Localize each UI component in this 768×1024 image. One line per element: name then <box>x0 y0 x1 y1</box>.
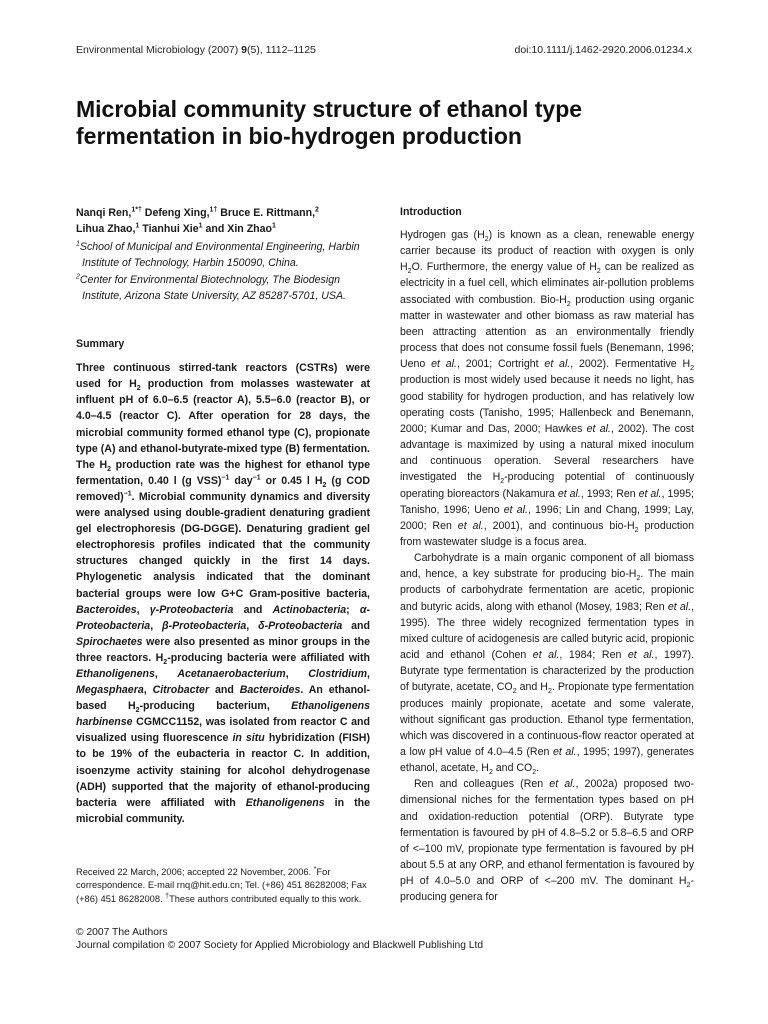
summary-text: . An ethanol-based H <box>76 684 370 713</box>
summary-italic: Megasphaera <box>76 684 144 697</box>
intro-text: production is most widely used because it needs no light, has good stability for hydrogen production, and has relatively low operating costs (Tanisho, 1995; Hallenbeck and Benemann, 2000; Kumar and Das, 2000; Hawkes <box>400 374 694 435</box>
footnote-mark: † <box>165 892 170 900</box>
introduction-heading: Introduction <box>400 206 462 218</box>
summary-italic: Acetanaerobacterium <box>177 667 286 680</box>
intro-italic: et al. <box>457 519 484 532</box>
intro-text: ) is known as a clean, renewable energy carrier because its product of reaction with oxygen is only H <box>400 229 694 274</box>
intro-text: O. Furthermore, the energy value of H <box>411 261 597 274</box>
intro-subscript: 2 <box>484 236 489 244</box>
summary-text: -producing bacterium, <box>139 700 292 713</box>
summary-text: , <box>136 603 150 616</box>
correspondence-info: For correspondence. E-mail rnq@hit.edu.cn; Tel. (+86) 451 86282008; Fax (+86) 451 86282008. <box>76 867 367 904</box>
intro-text: production using organic matter in wastewater and other biomass as raw material has been attracting attention as an environmentally friendly process that does not consume fossil fuels (Benemann, 1996; Ueno <box>400 293 694 371</box>
article-footnote <box>76 866 370 906</box>
summary-italic: γ-Proteobacteria <box>149 603 234 616</box>
summary-text: day <box>229 474 253 487</box>
summary-text: production from molasses wastewater at influent pH of 6.0–6.5 (reactor A), 5.5–6.0 (reactor B), or 4.0–4.5 (reactor C). After operation for 28 days, the microbial community formed ethanol type (C), propionate type (A) and ethanol-butyrate-mixed type (B) fermentation. The H <box>76 378 370 471</box>
intro-text: , 1997). Butyrate type fermentation is characterized by the production of butyrate, acetate, CO <box>400 649 695 694</box>
summary-paragraph <box>76 360 370 827</box>
summary-italic: Actinobacteria <box>272 603 347 616</box>
intro-italic: et al. <box>544 358 571 371</box>
intro-text: and CO <box>492 762 533 775</box>
intro-text: . The main products of carbohydrate fermentation are acetic, propionic and butyric acids, along with ethanol (Mosey, 1983; Ren <box>400 568 694 613</box>
affiliation-2 <box>76 272 370 305</box>
intro-text: Hydrogen gas (H <box>400 229 485 241</box>
intro-text: production from wastewater sludge is a focus area. <box>400 519 694 548</box>
intro-subscript: 2 <box>512 688 517 696</box>
intro-italic: et al. <box>667 600 692 613</box>
footnote-mark: * <box>313 865 317 873</box>
summary-text: , <box>154 667 178 680</box>
summary-subscript: 2 <box>107 465 112 473</box>
intro-text: , 1996; Lin and Chang, 1999; Lay, 2000; Ren <box>400 503 695 532</box>
running-header <box>76 44 692 60</box>
summary-superscript: −1 <box>123 490 132 498</box>
author-name: Lihua Zhao, <box>76 222 136 235</box>
intro-text: . Propionate type fermentation produces mainly propionate, acetate and some valerate, without significant gas production. Ethanol type fermentation, which was discovered in a continuous-flow reactor operated at a low pH value of 4.0–4.5 (Ren <box>400 681 694 758</box>
summary-text: and <box>342 619 370 632</box>
intro-subscript: 2 <box>634 526 639 534</box>
article-title: Microbial community structure of ethanol type fermentation in bio-hydrogen production <box>76 96 583 149</box>
intro-italic: et al. <box>627 649 655 662</box>
summary-italic: Ethanoligenens <box>245 796 325 809</box>
summary-superscript: −1 <box>221 474 230 482</box>
summary-text: , <box>143 684 153 697</box>
intro-text: Carbohydrate is a main organic component of all biomass and, hence, a key substrate for producing bio-H <box>400 552 694 581</box>
author-affiliation-mark: 2 <box>315 206 319 214</box>
summary-italic: δ-Proteobacteria <box>258 619 343 632</box>
intro-paragraph-2 <box>400 550 694 776</box>
summary-text: production rate was the highest for ethanol type fermentation, 0.40 l (g VSS) <box>76 458 370 487</box>
summary-italic: Clostridium <box>308 667 368 680</box>
summary-abstract <box>76 360 370 827</box>
summary-text: ; <box>346 603 360 616</box>
intro-italic: et al. <box>552 746 577 758</box>
summary-text: in the microbial community. <box>76 796 370 825</box>
intro-text: -producing potential of continuously operating bioreactors (Nakamura <box>400 471 694 500</box>
summary-text: . Microbial community dynamics and diversity were analysed using double-gradient denaturing gradient gel electrophoresis (DG-DGGE). Denaturing gradient gel electrophoresis profiles indicated that the community structures changed quickly in the first 14 days. Phylogenetic analysis indicated that the dominant bacterial groups were low G+C Gram-positive bacteria, <box>76 490 370 600</box>
summary-text: , <box>285 667 309 680</box>
intro-subscript: 2 <box>407 268 412 276</box>
left-column <box>76 206 370 827</box>
right-column <box>400 206 694 906</box>
intro-text: , 2001; Cortright <box>456 358 545 371</box>
intro-italic: et al. <box>503 503 528 516</box>
author-name: Bruce E. Rittmann, <box>217 207 316 219</box>
summary-superscript: −1 <box>252 474 261 482</box>
summary-text: were also presented as minor groups in the three reactors. H <box>76 635 370 664</box>
footnote-paragraph <box>76 866 370 906</box>
summary-text: and <box>233 603 273 616</box>
affiliation-1 <box>76 239 370 272</box>
intro-text: . <box>536 762 540 775</box>
affiliation-mark: 2 <box>76 273 80 281</box>
summary-heading: Summary <box>76 338 125 351</box>
intro-italic: et al. <box>431 358 457 371</box>
intro-text: -producing genera for <box>400 875 694 904</box>
intro-subscript: 2 <box>532 769 537 777</box>
summary-italic: β-Proteobacteria <box>162 619 247 632</box>
author-name: Tianhui Xie <box>139 222 199 235</box>
introduction-body <box>400 227 694 906</box>
intro-subscript: 2 <box>690 365 694 373</box>
intro-text: can be realized as electricity in a fuel cell, which eliminates air-pollution problems associated with combustion. Bio-H <box>400 261 694 306</box>
intro-italic: et al. <box>557 487 581 500</box>
equal-contribution-note: These authors contributed equally to this work. <box>169 893 362 904</box>
author-affiliation-mark: 1 <box>272 221 276 229</box>
intro-text: and H <box>516 681 548 694</box>
journal-name: Environmental Microbiology (2007) <box>76 44 239 56</box>
intro-subscript: 2 <box>500 478 505 486</box>
intro-paragraph-3 <box>400 776 694 905</box>
summary-text: Three continuous stirred-tank reactors (CSTRs) were used for H <box>76 362 370 391</box>
intro-subscript: 2 <box>488 769 493 777</box>
summary-text: CGMCC1152, was isolated from reactor C and visualized using fluorescence <box>76 716 370 745</box>
summary-italic: Citrobacter <box>152 684 210 697</box>
intro-text: Ren and colleagues (Ren <box>414 778 550 791</box>
summary-subscript: 2 <box>322 481 327 489</box>
summary-text: (g COD removed) <box>76 474 370 503</box>
journal-citation <box>76 44 316 56</box>
author-affiliation-mark: 1 <box>135 221 140 229</box>
author-affiliation-mark: 1† <box>209 206 218 214</box>
summary-text: -producing bacteria were affiliated with <box>167 651 370 664</box>
intro-text: , 1993; Ren <box>580 487 639 500</box>
summary-text: , <box>150 619 162 632</box>
summary-text: and <box>209 684 240 697</box>
summary-italic: Spirochaetes <box>76 635 143 648</box>
summary-text: , <box>367 667 370 680</box>
intro-subscript: 2 <box>686 882 691 890</box>
received-dates: Received 22 March, 2006; accepted 22 November, 2006. <box>76 867 314 877</box>
intro-text: , 1995). The three widely recognized fermentation types in mixed culture of acidogenesis are called butyric acid, propionic acid and ethanol (Cohen <box>400 600 695 662</box>
intro-italic: et al. <box>532 649 560 662</box>
intro-italic: et al. <box>549 778 576 791</box>
intro-subscript: 2 <box>547 688 552 696</box>
author-name: Nanqi Ren, <box>76 207 132 219</box>
summary-italic: Ethanoligenens harbinense <box>76 700 370 729</box>
summary-subscript: 2 <box>136 385 141 393</box>
intro-subscript: 2 <box>566 300 571 308</box>
copyright-line-1: © 2007 The Authors <box>76 927 168 938</box>
affiliation-text: Center for Environmental Biotechnology, The Biodesign Institute, Arizona State University, AZ 85287-5701, USA. <box>79 273 346 302</box>
intro-text: , 1995; 1997), generates ethanol, acetate, H <box>400 746 694 775</box>
summary-text: hybridization (FISH) to be 19% of the eubacteria in reactor C. In addition, isoenzyme activity staining for alcohol dehydrogenase (ADH) supported that the majority of ethanol-producing bacteria were affiliated with <box>76 732 370 809</box>
doi-link[interactable]: doi:10.1111/j.1462-2920.2006.01234.x <box>514 44 692 56</box>
summary-subscript: 2 <box>163 658 168 666</box>
author-conjunction: and <box>202 222 228 235</box>
author-affiliation-mark: 1*† <box>131 206 142 214</box>
intro-text: , 2002a) proposed two-dimensional niches for the fermentation types based on pH and oxidation-reduction potential (ORP). Butyrate type fermentation is favoured by pH of 4.8–5.2 or 5.8–6.5 and ORP of <–100 mV, propionate type fermentation is favoured by pH about 5.5 at any ORP, and ethanol fermentation is favoured by pH of 4.0–5.0 and ORP of <–200 mV. The dominant H <box>400 778 695 888</box>
intro-paragraph-1 <box>400 227 694 550</box>
summary-italic: Ethanoligenens <box>76 667 155 680</box>
summary-italic: Bacteroides <box>239 684 301 697</box>
intro-text: , 2001), and continuous bio-H <box>483 519 635 532</box>
summary-text: , <box>246 619 259 632</box>
intro-text: , 1995; Tanisho, 1996; Ueno <box>400 487 695 516</box>
intro-text: , 2002). The cost advantage is maximized by using a natural mixed inoculum and continuous operation. Several researchers have investigated the H <box>400 422 694 484</box>
journal-issue-pages: (5), 1112–1125 <box>247 44 316 56</box>
summary-italic: α-Proteobacteria <box>76 603 370 632</box>
author-name: Defeng Xing, <box>141 207 210 219</box>
copyright-line-2: Journal compilation © 2007 Society for Applied Microbiology and Blackwell Publishing Ltd <box>76 940 484 952</box>
journal-volume: 9 <box>241 44 248 56</box>
intro-italic: et al. <box>586 422 611 435</box>
author-list <box>76 206 370 237</box>
intro-text: , 1984; Ren <box>559 649 628 662</box>
author-name: Xin Zhao <box>227 222 272 235</box>
summary-text: or 0.45 l H <box>260 474 323 487</box>
copyright-notice <box>76 926 696 953</box>
intro-subscript: 2 <box>596 268 601 276</box>
affiliation-list <box>76 239 370 304</box>
summary-italic: in situ <box>232 732 265 745</box>
summary-italic: Bacteroides <box>76 603 137 616</box>
summary-subscript: 2 <box>135 707 140 715</box>
intro-italic: et al. <box>638 487 662 500</box>
author-affiliation-mark: 1 <box>198 221 203 229</box>
intro-subscript: 2 <box>636 575 641 583</box>
affiliation-mark: 1 <box>76 240 80 248</box>
affiliation-text: School of Municipal and Environmental Engineering, Harbin Institute of Technology, Harbin 150090, China. <box>79 241 360 270</box>
intro-text: , 2002). Fermentative H <box>570 358 691 371</box>
